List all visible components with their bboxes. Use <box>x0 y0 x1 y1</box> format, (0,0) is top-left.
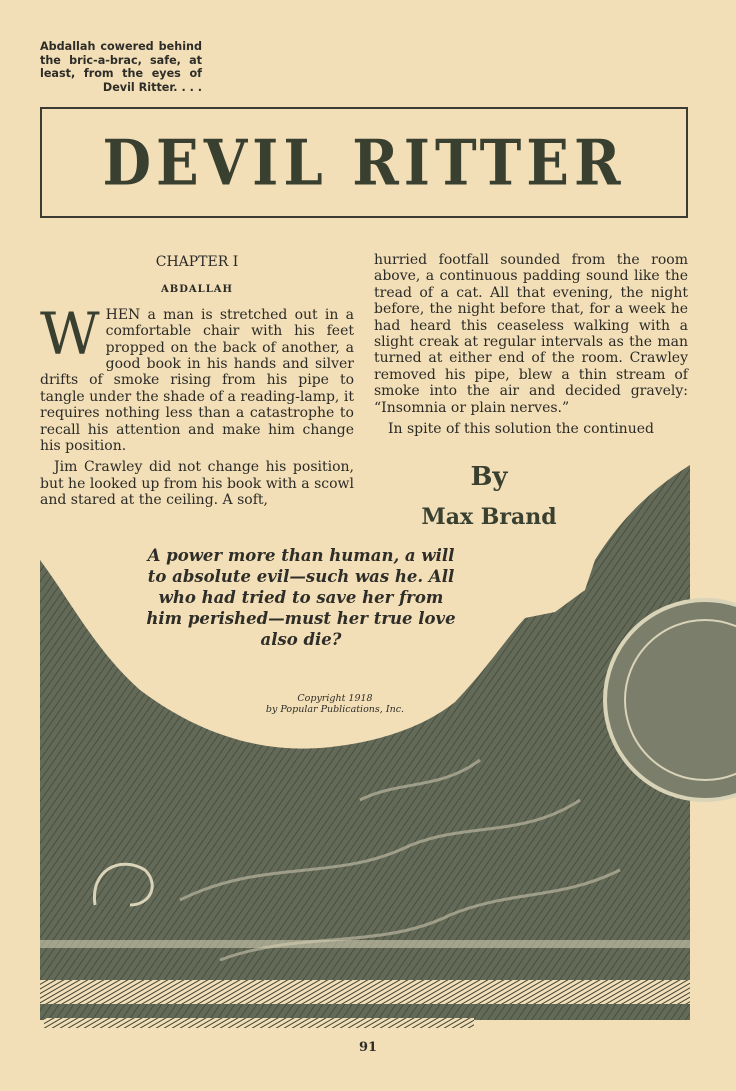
illustration-caption: Abdallah cowered behind the bric-a-brac, safe, at least, from the eyes of Devil Ritter. . . . <box>40 40 202 94</box>
table-base-hatch <box>40 980 690 1004</box>
paragraph-3: hurried footfall sounded from the room above, a continuous padding sound like the tread of a cat. All that evening, the night before, the night before that, for a week he had heard this ceaseless walking with a slight creak at regular intervals as the man turned at either end of the room. Crawley removed his pipe, blew a thin stream of smoke into the air and decided gravely: “Insomnia or plain nerves.” <box>374 252 688 416</box>
drop-cap: W <box>40 299 100 368</box>
bottom-rule <box>44 1018 474 1028</box>
story-title: DEVIL RITTER <box>102 125 626 200</box>
page-number: 91 <box>358 1040 378 1055</box>
byline <box>404 462 574 530</box>
story-blurb: A power more than human, a will to absolute evil—such was he. All who had tried to save her from him perished—must her true love also die? <box>146 546 456 649</box>
chapter-heading: CHAPTER I <box>155 254 239 270</box>
byline-by: By <box>470 462 508 492</box>
paragraph-1-text: HEN a man is stretched out in a comfortable chair with his feet propped on the back of another, a good book in his hands and silver drifts of smoke rising from his pipe to tangle under the shade of a reading-lamp, it requires nothing less than a catastrophe to recall his attention and make him change his position. <box>40 306 354 455</box>
copyright-notice <box>240 693 430 715</box>
copyright-line-1: Copyright 1918 <box>297 693 373 704</box>
chapter-subtitle: ABDALLAH <box>161 284 233 296</box>
byline-author: Max Brand <box>421 504 557 530</box>
table-ledge <box>40 940 690 948</box>
copyright-line-2: by Popular Publications, Inc. <box>265 704 405 715</box>
paragraph-2: Jim Crawley did not change his position, but he looked up from his book with a scowl and stared at the ceiling. A soft, <box>40 459 354 509</box>
paragraph-4: In spite of this solution the continued <box>388 421 654 438</box>
